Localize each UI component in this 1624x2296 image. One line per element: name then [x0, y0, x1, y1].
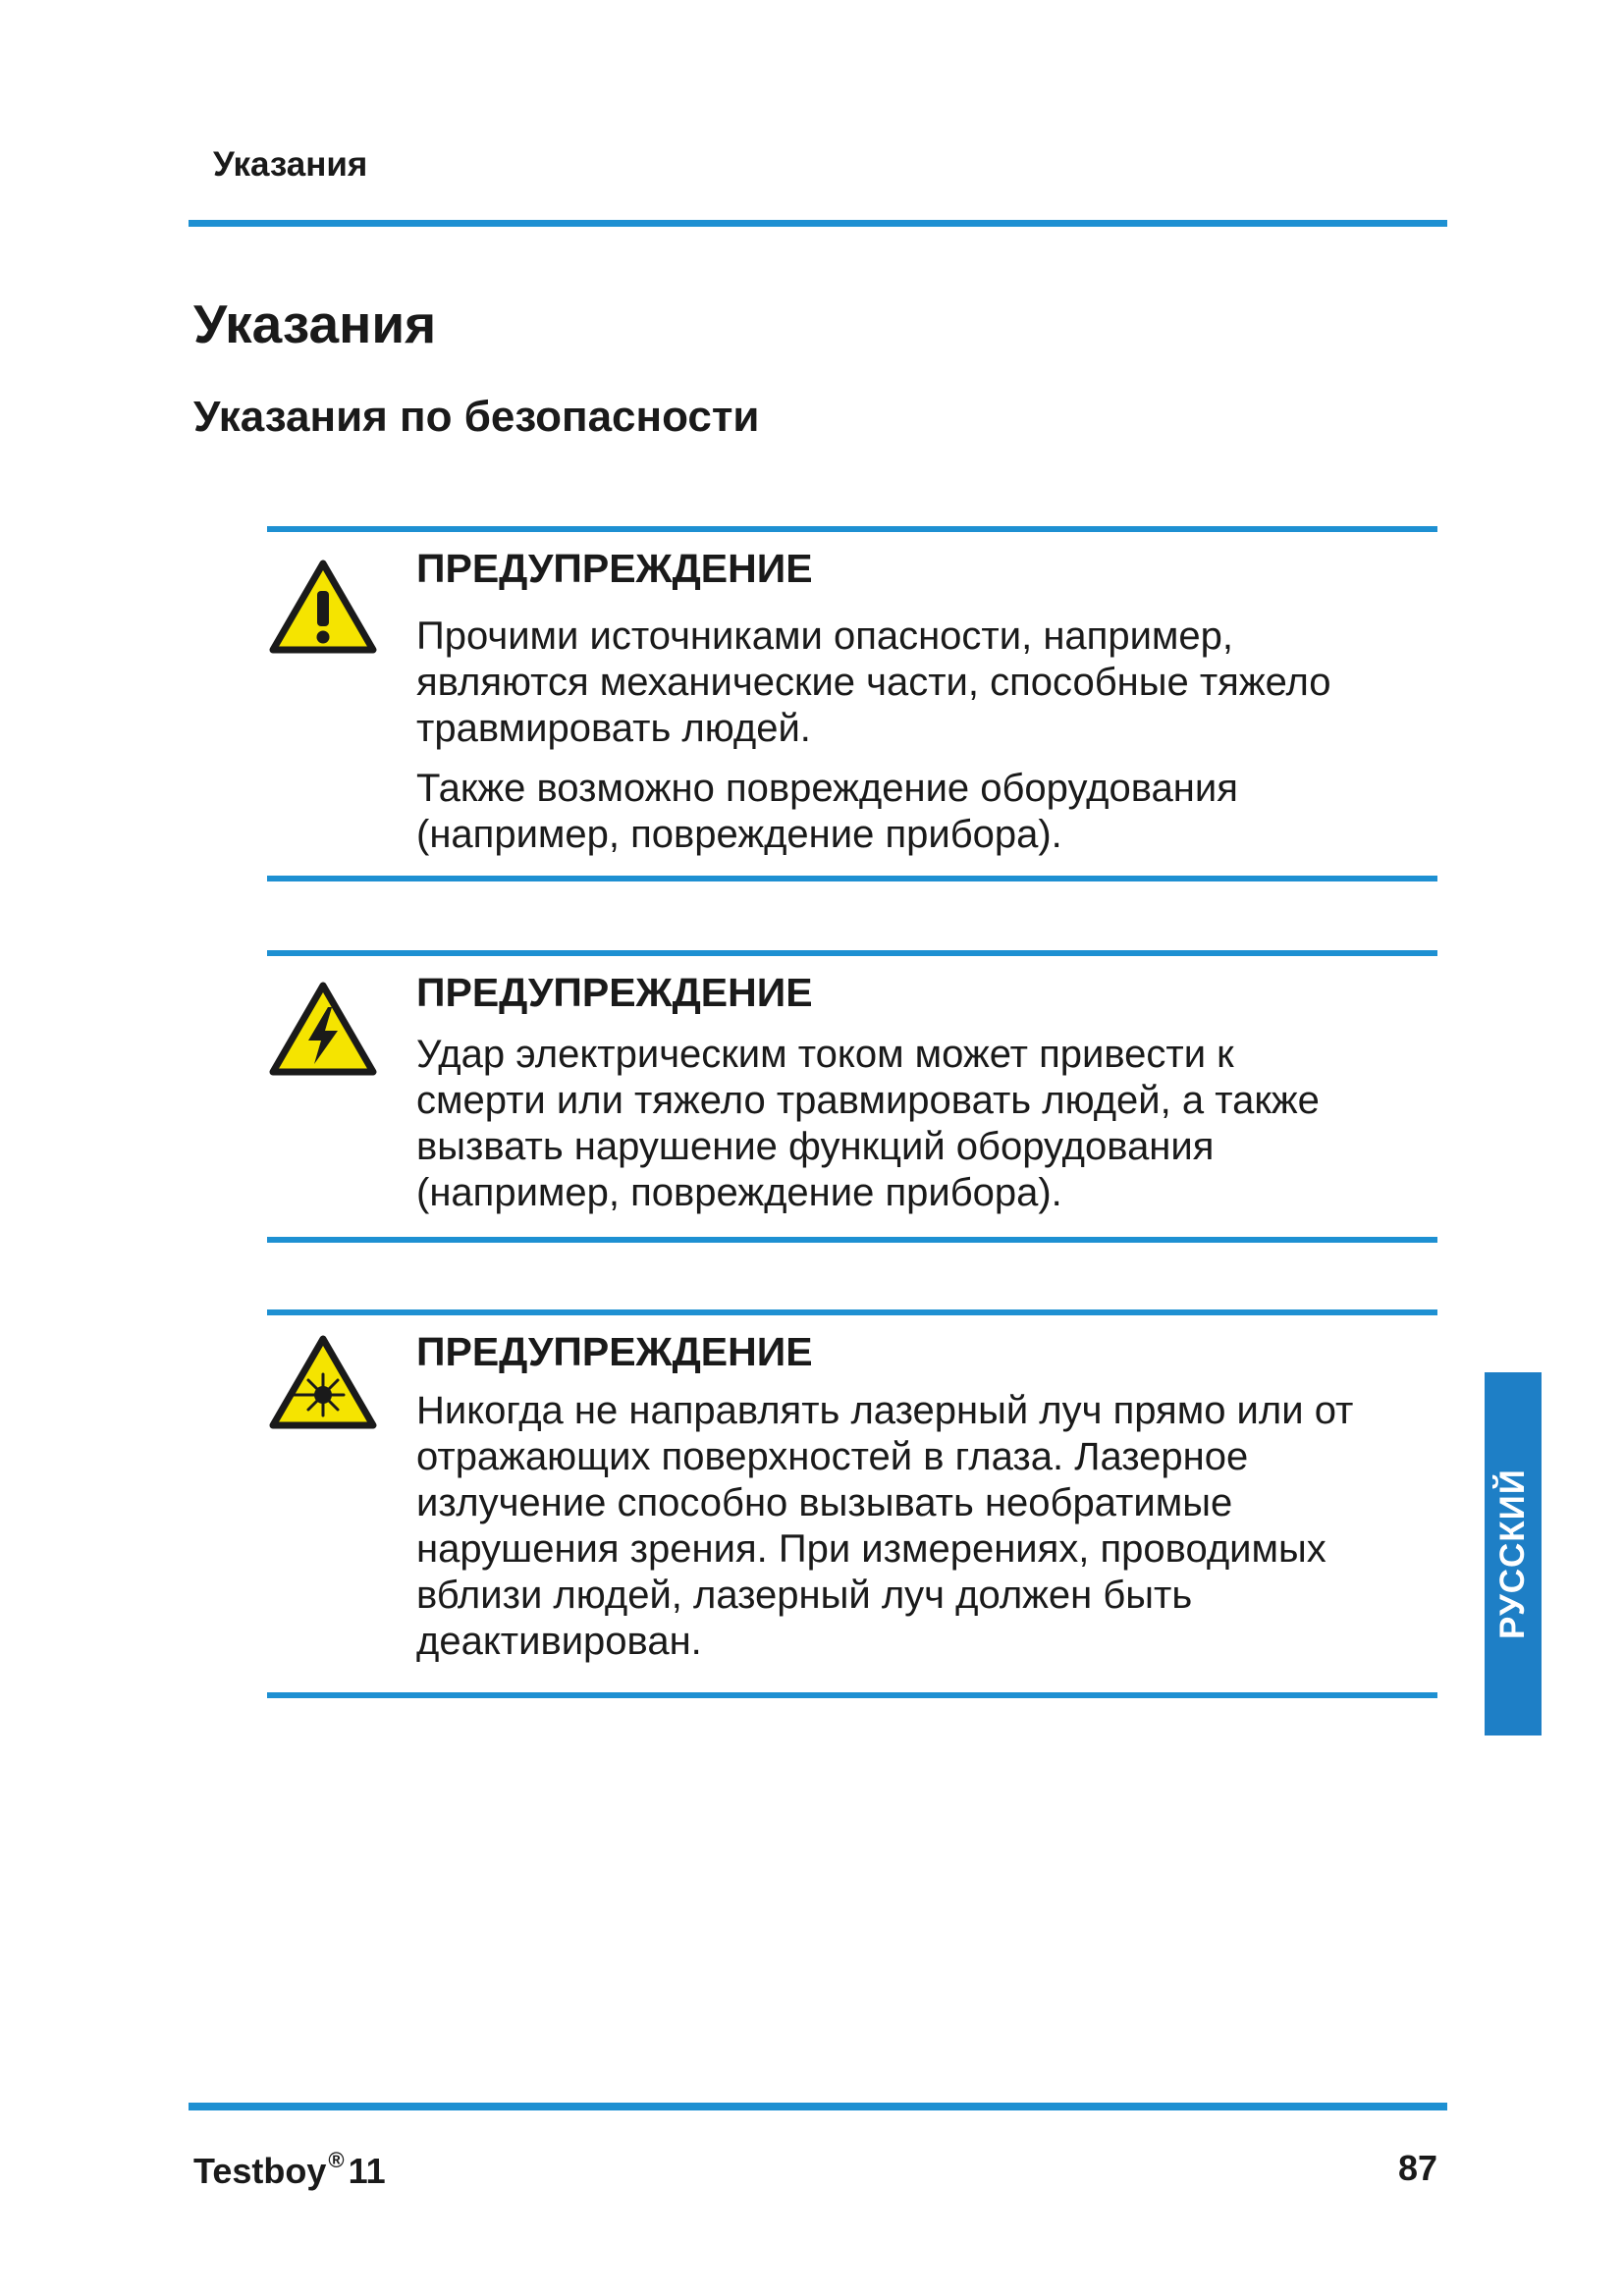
- electric-shock-icon: [269, 982, 377, 1076]
- trademark-symbol: ®: [328, 2148, 345, 2172]
- text-line: смерти или тяжело травмировать людей, а также: [416, 1079, 1320, 1122]
- text-line: излучение способно вызывать необратимые: [416, 1481, 1233, 1524]
- text-line: являются механические части, способные тяжело: [416, 661, 1331, 704]
- product-name: Testboy: [193, 2151, 327, 2191]
- warning-text: [416, 766, 1238, 858]
- running-head: Указания: [213, 145, 368, 184]
- text-line: Также возможно повреждение оборудования: [416, 767, 1238, 810]
- warning-text: [416, 614, 1331, 752]
- text-line: Удар электрическим током может привести к: [416, 1033, 1234, 1076]
- warning-top-rule: [267, 950, 1437, 956]
- page-number: 87: [1398, 2148, 1438, 2188]
- warning-icon: [269, 560, 377, 654]
- warning-box-laser: [267, 1309, 1437, 1702]
- text-line: отражающих поверхностей в глаза. Лазерное: [416, 1435, 1249, 1478]
- warning-top-rule: [267, 1309, 1437, 1315]
- text-line: травмировать людей.: [416, 707, 811, 750]
- text-line: вблизи людей, лазерный луч должен быть: [416, 1574, 1193, 1617]
- text-line: Прочими источниками опасности, например,: [416, 614, 1234, 658]
- warning-heading: ПРЕДУПРЕЖДЕНИЕ: [416, 546, 813, 591]
- warning-text: [416, 1032, 1320, 1216]
- text-line: нарушения зрения. При измерениях, проводимых: [416, 1527, 1326, 1571]
- text-line: (например, повреждение прибора).: [416, 813, 1062, 856]
- language-tab: [1485, 1372, 1542, 1735]
- warning-text: [416, 1388, 1353, 1665]
- header-rule: [189, 220, 1447, 227]
- laser-beam-icon: [269, 1335, 377, 1429]
- text-line: деактивирован.: [416, 1620, 702, 1663]
- footer-product: [193, 2148, 386, 2192]
- text-line: Никогда не направлять лазерный луч прямо или от: [416, 1389, 1354, 1432]
- product-model: 11: [348, 2151, 386, 2191]
- warning-bottom-rule: [267, 1692, 1437, 1698]
- language-tab-label: РУССКИЙ: [1493, 1468, 1533, 1639]
- warning-bottom-rule: [267, 876, 1437, 881]
- section-title: Указания по безопасности: [193, 393, 760, 441]
- text-line: (например, повреждение прибора).: [416, 1171, 1062, 1214]
- warning-heading: ПРЕДУПРЕЖДЕНИЕ: [416, 970, 813, 1015]
- page-title: Указания: [193, 294, 437, 354]
- warning-box-electric: [267, 950, 1437, 1250]
- warning-bottom-rule: [267, 1237, 1437, 1243]
- footer-rule: [189, 2103, 1447, 2110]
- warning-box-mechanical: [267, 526, 1437, 889]
- warning-heading: ПРЕДУПРЕЖДЕНИЕ: [416, 1329, 813, 1374]
- warning-top-rule: [267, 526, 1437, 532]
- text-line: вызвать нарушение функций оборудования: [416, 1125, 1215, 1168]
